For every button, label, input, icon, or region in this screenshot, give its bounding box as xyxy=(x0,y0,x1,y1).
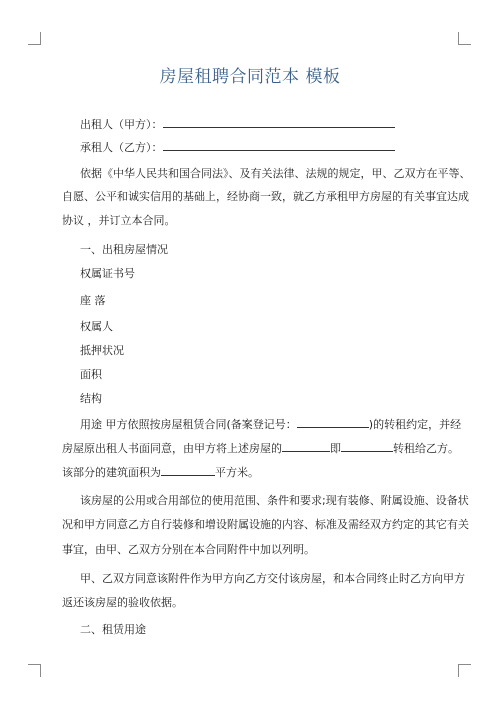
item-mortgage: 抵押状况 xyxy=(80,344,124,357)
lessor-line xyxy=(80,117,395,132)
usage-text-1b: )的转租约定，并经 xyxy=(368,418,462,431)
lessor-blank[interactable] xyxy=(163,117,395,128)
usage-text-1a: 用途 甲方依照按房屋租赁合同(备案登记号： xyxy=(80,418,297,431)
usage-line-3 xyxy=(62,465,259,480)
item-owner: 权属人 xyxy=(80,320,113,333)
corner-mark-bottom-right xyxy=(458,664,471,677)
usage-text-2b: 即 xyxy=(330,442,341,455)
house-detail-blank[interactable] xyxy=(341,441,393,452)
usage-text-2c: 转租给乙方。 xyxy=(393,442,459,455)
usage-text-2a: 房屋原出租人书面同意，由甲方将上述房屋的 xyxy=(62,442,282,455)
lessee-label: 承租人（乙方）： xyxy=(80,141,163,154)
item-location: 座 落 xyxy=(80,294,106,307)
document-title: 房屋租聘合同范本 模板 xyxy=(159,67,341,87)
section-1-heading: 一、出租房屋情况 xyxy=(80,243,168,256)
usage-text-3b: 平方米。 xyxy=(215,466,259,479)
corner-mark-top-right xyxy=(458,32,471,45)
public-area-line-3: 事宜，由甲、乙双方分别在本合同附件中加以列明。 xyxy=(62,543,315,556)
corner-mark-bottom-left xyxy=(28,664,41,677)
lessor-label: 出租人（甲方）： xyxy=(80,118,163,131)
usage-line-1 xyxy=(80,417,461,432)
intro-line-1: 依据《中华人民共和国合同法》、及有关法律、法规的规定，甲、乙双方在平等、 xyxy=(80,167,471,180)
public-area-line-2: 况和甲方同意乙方自行装修和增设附属设施的内容、标准及需经双方约定的其它有关 xyxy=(62,518,469,531)
floor-area-blank[interactable] xyxy=(161,465,215,476)
public-area-line-1: 该房屋的公用或合用部位的使用范围、条件和要求;现有装修、附属设施、设备状 xyxy=(80,494,469,507)
usage-line-2 xyxy=(62,441,459,456)
section-2-heading: 二、租赁用途 xyxy=(80,623,146,636)
corner-mark-top-left xyxy=(28,32,41,45)
attachment-line-1: 甲、乙双方同意该附件作为甲方向乙方交付该房屋，和本合同终止时乙方向甲方 xyxy=(80,572,465,585)
attachment-line-2: 返还该房屋的验收依据。 xyxy=(62,596,183,609)
item-structure: 结构 xyxy=(80,392,102,405)
item-certificate-no: 权属证书号 xyxy=(80,267,135,280)
usage-text-3a: 该部分的建筑面积为 xyxy=(62,466,161,479)
intro-line-2: 自愿、公平和诚实信用的基础上，经协商一致，就乙方承租甲方房屋的有关事宜达成 xyxy=(62,190,469,203)
item-area: 面积 xyxy=(80,368,102,381)
registration-no-blank[interactable] xyxy=(297,417,369,428)
lessee-line xyxy=(80,140,395,155)
lessee-blank[interactable] xyxy=(163,140,395,151)
intro-line-3: 协议 ，并订立本合同。 xyxy=(62,214,176,227)
house-part-blank[interactable] xyxy=(282,441,330,452)
